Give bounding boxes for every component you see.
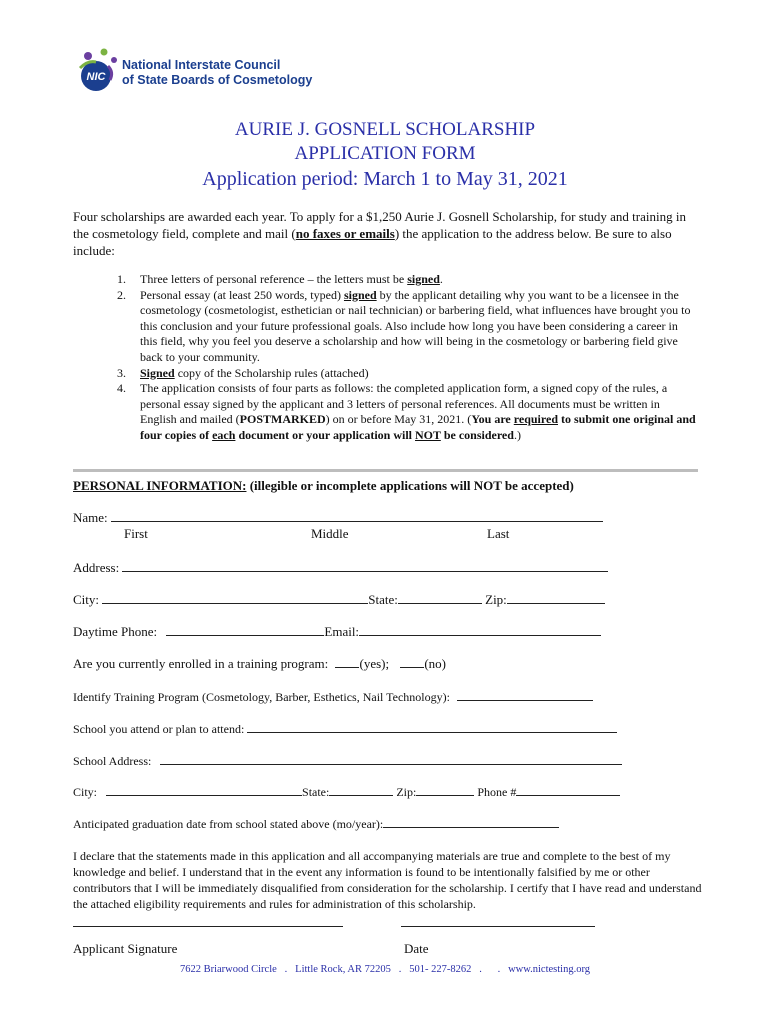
footer-website-link[interactable]: www.nictesting.org	[508, 964, 591, 975]
state-label: State:	[368, 592, 398, 607]
school-address-field[interactable]	[160, 753, 622, 765]
requirements-list	[73, 272, 698, 444]
school-label: School you attend or plan to attend:	[73, 722, 245, 736]
training-program-field[interactable]	[457, 689, 593, 701]
name-last-caption: Last	[487, 526, 510, 541]
name-label: Name:	[73, 510, 108, 525]
enrolled-yes-field[interactable]	[335, 656, 359, 668]
city-row	[73, 592, 605, 608]
footer-separator: .	[398, 964, 402, 975]
list-number: 1.	[117, 272, 126, 286]
school-state-field[interactable]	[329, 784, 393, 796]
org-name-line2: of State Boards of Cosmetology	[122, 73, 313, 87]
list-text: .)	[513, 427, 521, 442]
graduation-label: Anticipated graduation date from school stated above (mo/year):	[73, 817, 384, 831]
list-emphasis: required	[513, 412, 558, 427]
footer-separator: .	[284, 964, 288, 975]
footer-address: 7622 Briarwood Circle	[179, 964, 277, 975]
school-zip-field[interactable]	[416, 784, 474, 796]
list-text: Three letters of personal reference – the letters must be	[140, 272, 408, 286]
list-emphasis: You are	[471, 412, 514, 427]
nic-logo-icon	[74, 46, 122, 96]
school-row	[73, 721, 617, 737]
graduation-field[interactable]	[383, 816, 559, 828]
name-field[interactable]	[111, 510, 603, 522]
school-phone-field[interactable]	[516, 784, 620, 796]
state-field[interactable]	[398, 592, 482, 604]
zip-field[interactable]	[507, 592, 605, 604]
date-field[interactable]	[401, 926, 595, 927]
school-city-field[interactable]	[106, 784, 302, 796]
list-number: 4.	[117, 381, 126, 396]
name-middle-caption: Middle	[311, 526, 349, 541]
intro-paragraph	[73, 208, 703, 259]
list-emphasis: signed	[407, 272, 440, 286]
footer-separator: .	[479, 964, 482, 975]
email-field[interactable]	[359, 624, 601, 636]
training-program-label: Identify Training Program (Cosmetology, Barber, Esthetics, Nail Technology):	[73, 690, 450, 704]
daytime-phone-label: Daytime Phone:	[73, 624, 158, 639]
name-first-caption: First	[124, 526, 148, 541]
list-text: The application consists of four parts as follows: the completed application form, a signed copy of the rules, a personal essay signed by the applicant and 3 letters of personal references. All documents must be written in English and mailed (	[140, 381, 668, 427]
address-field[interactable]	[122, 560, 608, 572]
list-item	[73, 272, 698, 288]
enrolled-no-field[interactable]	[400, 656, 424, 668]
enrolled-row	[73, 656, 446, 672]
zip-label: Zip:	[485, 592, 507, 607]
graduation-row	[73, 816, 559, 832]
title-line2: APPLICATION FORM	[294, 143, 476, 164]
list-emphasis: signed	[343, 287, 377, 302]
intro-text-1: Four scholarships are awarded each year. To apply for a $1,250 Aurie J. Gosnell Scholarship, for study and training in the cosmetology field, complete and mail (	[73, 209, 686, 241]
title-line1: AURIE J. GOSNELL SCHOLARSHIP	[234, 119, 536, 140]
footer-city: Little Rock, AR 72205	[295, 964, 391, 975]
list-text: Personal essay (at least 250 words, typed)	[140, 287, 344, 302]
name-row	[73, 510, 603, 526]
section-note: (illegible or incomplete applications will NOT be accepted)	[246, 478, 574, 493]
school-state-label: State:	[302, 785, 330, 799]
applicant-signature-label: Applicant Signature	[73, 941, 178, 956]
list-emphasis: POSTMARKED	[239, 412, 326, 427]
daytime-phone-field[interactable]	[166, 624, 324, 636]
city-field[interactable]	[102, 592, 368, 604]
footer-phone: 501- 227-8262	[409, 964, 472, 975]
enrolled-label: Are you currently enrolled in a training program:	[73, 656, 329, 671]
list-item	[73, 381, 698, 443]
list-number: 3.	[117, 365, 126, 380]
svg-text:NIC: NIC	[86, 71, 106, 83]
footer-separator: .	[497, 964, 501, 975]
personal-info-heading	[73, 478, 574, 494]
address-label: Address:	[73, 560, 120, 575]
list-text: by the applicant detailing why you want to be a licensee in the cosmetology (cosmetologist, esthetician or nail technician) or barbering field, what influences have brought you to this conclusion and your future professional goals. Also include how long you have been considering a career in this field, why you feel you deserve a scholarship and how will being in the cosmetology or barbering field give back to your community.	[140, 287, 691, 364]
list-text: copy of the Scholarship rules (attached)	[174, 365, 369, 380]
list-text: .	[439, 272, 443, 286]
org-name	[122, 58, 312, 88]
declaration-text: I declare that the statements made in this application and all accompanying materials are true and complete to the best of my knowledge and belief. I understand that in the event any information is found to be intentionally falsified by me or other contributors that I will be immediately disqualified from consideration for the scholarship. I certify that I have read and understand the attached eligibility requirements and rules for administration of this scholarship.	[73, 849, 702, 911]
list-text: ) on or before May 31, 2021. (	[325, 412, 472, 427]
org-name-line1: National Interstate Council	[122, 58, 281, 72]
date-label: Date	[404, 941, 429, 956]
list-emphasis: Signed	[140, 365, 175, 380]
title-application-period: Application period: March 1 to May 31, 2021	[202, 168, 568, 190]
enrolled-yes-label: (yes);	[359, 656, 390, 671]
school-address-label: School Address:	[73, 754, 152, 768]
list-item	[73, 288, 698, 366]
section-divider	[73, 469, 698, 472]
email-label: Email:	[324, 624, 360, 639]
school-address-row	[73, 753, 622, 769]
school-phone-label: Phone #	[477, 785, 517, 799]
intro-emphasis: no faxes or emails	[295, 226, 395, 241]
city-label: City:	[73, 592, 100, 607]
school-field[interactable]	[247, 721, 617, 733]
training-program-row	[73, 689, 593, 705]
list-item	[73, 366, 698, 382]
list-emphasis: each	[212, 427, 236, 442]
list-emphasis: be considered	[440, 427, 514, 442]
section-heading: PERSONAL INFORMATION:	[73, 478, 247, 493]
footer-contact	[0, 964, 770, 975]
school-zip-label: Zip:	[396, 785, 417, 799]
enrolled-no-label: (no)	[424, 656, 447, 671]
list-emphasis: to submit one original and four copies of	[140, 412, 696, 442]
list-emphasis: document or your application will	[235, 427, 416, 442]
phone-email-row	[73, 624, 601, 640]
applicant-signature-field[interactable]	[73, 926, 343, 927]
address-row	[73, 560, 608, 576]
school-city-row	[73, 784, 620, 800]
list-emphasis: NOT	[415, 427, 441, 442]
intro-text-2: ) the application to the address below. Be sure to also include:	[73, 226, 672, 258]
school-city-label: City:	[73, 785, 98, 799]
list-number: 2.	[117, 287, 126, 302]
